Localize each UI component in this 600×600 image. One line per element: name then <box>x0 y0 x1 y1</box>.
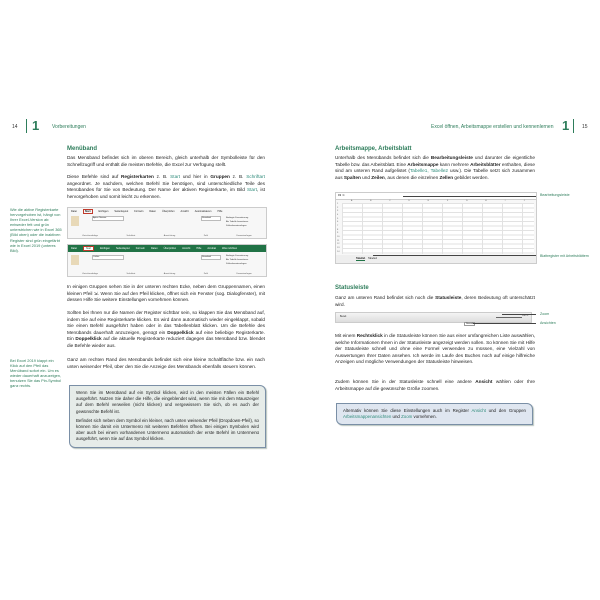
ribbon-tab[interactable]: Datei <box>71 209 77 213</box>
bold-term: Registerkarten <box>121 174 154 179</box>
style-item: Zellenformatvorlagen <box>226 225 247 227</box>
text: auf die aktuelle Registerkarte reduziert dagegen das Menüband bzw. blendet die Befehle wieder aus. <box>67 336 265 348</box>
sheet-tab[interactable]: Tabelle2 <box>368 257 377 260</box>
ribbon-tab[interactable]: Hilfe <box>196 247 202 250</box>
text: und <box>391 414 402 420</box>
text: z. B. <box>153 174 171 179</box>
row-header[interactable]: 4 <box>337 213 339 216</box>
column-header[interactable]: H <box>485 200 487 202</box>
tip-box <box>336 403 533 425</box>
worksheet-screenshot <box>335 192 537 264</box>
number-format-field: Standard <box>201 216 221 221</box>
page-number-right: 15 <box>582 124 588 130</box>
paragraph <box>67 155 265 168</box>
text: Sollten bei Ihnen nur die Namen der Register sichtbar sein, so klappen Sie das Menüband auf, indem Sie auf eine Registerkarte klicken. Es wird dann automatisch wieder eingeklappt, sobald Sie einen Befehl ausgeführt haben oder in das Tabellenblatt klicken. Um die Befehle des Menübands dauerhaft anzuzeigen, genügt ein <box>67 310 265 335</box>
ribbon-group-label: Zwischenablage <box>82 273 99 275</box>
row-header[interactable]: 14 <box>337 250 340 253</box>
column-header[interactable]: B <box>370 200 372 202</box>
text: Befindet sich neben dem Symbol ein kleiner, nach unten weisender Pfeil (Dropdown-Pfeil), so können Sie damit ein Untermenü mit weiteren Befehlen öffnen. Bei einigen Symbolen wird aber auch bei einem vorhandenen Untermenü automatisch der erste Befehl im Untermenü ausgeführt, wenn Sie auf das Symbol klicken. <box>76 417 259 442</box>
callout-line <box>473 323 536 324</box>
text: Diese Befehle sind auf <box>67 174 122 179</box>
row-header[interactable]: 1 <box>337 203 339 205</box>
text: und den Gruppen <box>485 408 526 413</box>
heading-menueband: Menüband <box>67 146 97 152</box>
callout-line <box>403 196 536 197</box>
tip-text <box>76 390 259 415</box>
ribbon-tab[interactable]: Überprüfen <box>163 247 177 250</box>
text: in die Statusleiste können Sie aus einer umfangreichen Liste auswählen, welche Informationen Ihnen in der Statusleiste angezeigt werden sollen. So können Sie mit Hilfe der Statusleiste schnell und ohne eine Formel verwenden zu müssen, eine Vielzahl von Auswertungen Ihrer Daten ansehen. Ich werde im Laufe des Buches noch auf einige hilfreiche Anzeigen und mögliche Verwendungen der Statusleiste hinweisen. <box>335 333 535 365</box>
bold-term: Zeilen <box>371 174 385 180</box>
paragraph <box>67 310 265 350</box>
ribbon-tab[interactable]: Seitenlayout <box>116 247 130 250</box>
styles-list <box>226 254 248 266</box>
divider <box>26 119 27 133</box>
side-note: Wie die aktive Registerkarte hervorgehoben ist, hängt von Ihrer Excel-Version ab: entweder fett und grün unterstrichen wie in Excel 365 (Bild oben) oder die inaktiven Register sind grün eingefärbt wie in Excel 2019 (unteres Bild). <box>10 207 62 253</box>
ribbon-tabs <box>68 208 266 214</box>
ribbon-tab[interactable]: Formeln <box>134 209 144 213</box>
ribbon-tab[interactable]: Was möchten <box>221 247 238 250</box>
ribbon-tab[interactable]: Start <box>83 246 94 251</box>
text: und <box>360 174 372 180</box>
paste-icon <box>71 216 79 226</box>
tip-box <box>69 385 266 448</box>
row-header[interactable]: 11 <box>337 239 340 242</box>
text: Ganz am rechten Rand des Menübands befindet sich eine kleine Schaltfläche bzw. ein nach unten weisender Pfeil, über den Sie die Anzeige des Menübands ebenfalls steuern können. <box>67 357 265 369</box>
ribbon-tabs <box>68 245 266 252</box>
paragraph <box>335 379 535 392</box>
text: Mit einem <box>335 333 357 338</box>
ui-term: Ansicht <box>471 408 486 413</box>
bold-term: Doppelklick <box>75 336 102 342</box>
column-header[interactable]: G <box>465 200 468 202</box>
text: angeordnet. Je nachdem, welchen Befehl Sie benötigen, sind unterschiedliche Teile des Menübandes für Sie von Bedeutung. Der Name der aktiven Registerkarte, im Bild <box>67 180 265 193</box>
status-text: Bereit <box>340 315 347 318</box>
callout-line <box>502 314 536 315</box>
ribbon-tab[interactable]: Datei <box>71 247 77 250</box>
row-header[interactable]: 9 <box>337 232 339 235</box>
ribbon-group-label: Formatvorlagen <box>236 235 252 237</box>
ui-term: Arbeitsmappenansichten <box>343 414 392 420</box>
heading-arbeitsmappe: Arbeitsmappe, Arbeitsblatt <box>335 146 412 152</box>
paste-icon <box>71 255 79 265</box>
sheet-tab[interactable]: Tabelle1 <box>356 257 366 260</box>
ribbon-screenshot-365 <box>67 207 267 239</box>
text: gebildet werden. <box>453 174 489 180</box>
bold-term: Arbeitsblätter <box>470 161 501 167</box>
column-header[interactable]: E <box>427 200 430 202</box>
chapter-number-right: 1 <box>562 118 570 133</box>
text: und darunter die eigentliche Tabelle bzw. das Arbeitsblatt. Eine <box>335 155 535 167</box>
text: Das Menüband befindet sich im oberen Bereich, gleich unterhalb der Symbolleiste für den Schnellzugriff und enthält die meisten Befehle, die Excel zur Verfügung stellt. <box>67 155 265 167</box>
style-item: Zellenformatvorlagen <box>226 263 247 265</box>
tip-text <box>343 408 526 420</box>
text: wählen oder Ihre Arbeitsmappe auf die gewünschte Größe zoomen. <box>335 379 535 391</box>
callout-views: Ansichten <box>540 321 556 325</box>
text: vornehmen. <box>412 414 437 420</box>
text: kann mehrere <box>438 161 471 167</box>
ribbon-tab[interactable]: Überprüfen <box>162 209 175 213</box>
column-header[interactable]: D <box>408 200 410 202</box>
bold-term: Rechtsklick <box>356 333 383 338</box>
callout-line <box>373 255 536 256</box>
text: , ist hervorgehoben und somit leicht zu erkennen. <box>67 187 266 199</box>
ribbon-groups <box>68 273 266 275</box>
text: auf eine beliebige Registerkarte. Ein <box>67 329 265 342</box>
row-header[interactable]: 2 <box>337 206 339 209</box>
paragraph <box>335 295 535 308</box>
bold-term: Gruppen <box>210 174 230 179</box>
callout-sheet-tabs: Blattregister mit Arbeitsblättern <box>540 254 589 258</box>
column-header[interactable]: I <box>504 200 506 202</box>
text: z. B. <box>229 174 247 179</box>
ribbon-tab[interactable]: Acrobat <box>207 247 216 250</box>
row-header[interactable]: 6 <box>337 221 339 224</box>
paragraph <box>67 284 265 304</box>
bold-term: Statusleiste <box>435 295 462 300</box>
ribbon-tab[interactable]: Automatisieren <box>194 209 212 213</box>
text: usw.). Die Tabelle setzt sich zusammen aus <box>335 168 535 180</box>
running-head-right: Excel öffnen, Arbeitsmappe erstellen und kennenlernen <box>431 124 554 130</box>
row-header[interactable]: 3 <box>337 210 339 213</box>
bold-term: Bearbeitungsleiste <box>430 155 473 160</box>
text: Wenn Sie im Menüband auf ein Symbol klicken, wird in den meisten Fällen ein Befehl ausgeführt. Nutzen Sie daher die Hilfe, die eingeblendet wird, wenn Sie mit dem Mauszeiger auf dem Befehl verweilen (nicht klicken) und vergewissern Sie sich, ob es auch der gewünschte Befehl ist. <box>76 390 259 414</box>
text: , deren Bedeutung oft unterschätzt wird. <box>335 295 535 307</box>
row-header[interactable]: 8 <box>337 228 339 231</box>
ribbon-group-label: Ausrichtung <box>163 273 176 275</box>
ribbon-group-label: Schriftart <box>126 273 136 275</box>
paragraph <box>335 155 535 181</box>
bold-term: Zellen <box>439 174 454 180</box>
cell-grid <box>342 203 534 254</box>
row-headers <box>337 203 339 254</box>
bold-term: Ansicht <box>475 379 493 384</box>
bold-term: Spalten <box>343 174 361 180</box>
ribbon-group-label: Zwischenablage <box>82 235 99 237</box>
tooltip: Normal <box>466 323 474 325</box>
font-name-field: Aptos Narrow <box>92 216 124 221</box>
row-header[interactable]: 5 <box>337 217 339 220</box>
paragraph <box>335 333 535 366</box>
paragraph <box>67 357 265 370</box>
ribbon-tab[interactable]: Hilfe <box>217 209 223 213</box>
ribbon-tab[interactable]: Ansicht <box>182 247 191 250</box>
ribbon-tab[interactable]: Einfügen <box>100 247 110 250</box>
ribbon-group-label: Schriftart <box>126 235 136 237</box>
ribbon-group-label: Formatvorlagen <box>236 273 252 275</box>
style-item: Als Tabelle formatieren <box>226 221 249 223</box>
ui-term: Start <box>170 174 181 179</box>
row-header[interactable]: 13 <box>337 246 340 249</box>
column-header[interactable]: J <box>523 200 525 202</box>
text: , aus denen die einzelnen <box>384 174 440 180</box>
bold-term: Doppelklick <box>167 329 194 335</box>
ui-term: Schriftart <box>246 174 265 179</box>
ribbon-group-label: Zahl <box>203 235 208 237</box>
sheet-tabs <box>336 255 536 263</box>
text: enthalten, diese sind am unteren Rand aufgelistet ( <box>335 161 536 174</box>
column-header[interactable]: C <box>389 200 391 202</box>
column-header[interactable]: F <box>446 200 449 202</box>
column-header[interactable]: A <box>350 200 353 202</box>
paragraph <box>67 174 265 200</box>
text: und hier in <box>180 174 211 179</box>
callout-formula-bar: Bearbeitungsleiste <box>540 193 570 197</box>
bold-term: Arbeitsmappe <box>407 161 439 167</box>
tip-text <box>76 418 259 443</box>
ribbon-screenshot-2019 <box>67 244 267 277</box>
zoom-value: 100 % <box>522 315 529 317</box>
running-head-left: Vorbereitungen <box>52 124 86 130</box>
side-note: Bei Excel 2019 klappt ein Klick auf den Pfeil das Menüband sofort ein. Um es wieder dauerhaft anzuzeigen, benutzen Sie das Pin-Symbol ganz rechts. <box>10 358 62 389</box>
ui-term: Start <box>246 187 257 193</box>
ribbon-group-label: Ausrichtung <box>163 235 176 237</box>
ribbon-group-label: Zahl <box>203 273 208 275</box>
text: Alternativ können Sie diese Einstellungen auch im Register <box>343 408 472 413</box>
callout-zoom: Zoom <box>540 312 550 316</box>
row-header[interactable]: 10 <box>337 235 340 238</box>
ribbon-tab[interactable]: Seitenlayout <box>114 209 129 213</box>
text: Zudem können Sie in der Statusleiste schnell eine andere <box>335 379 476 384</box>
formula-bar: D9 fx <box>336 193 536 200</box>
text: In einigen Gruppen sehen Sie in der unteren rechten Ecke, neben dem Gruppennamen, einen kleinen Pfeil ⇲. Wenn Sie auf den Pfeil klicken, öffnet sich ein Fenster (sog. Dialogfenster), mit dessen Hilfe Sie weitere Einstellungen vornehmen können. <box>67 284 265 303</box>
name-box: D9 <box>338 194 342 197</box>
chapter-number-left: 1 <box>32 118 40 133</box>
style-item: Als Tabelle formatieren <box>226 259 249 261</box>
heading-statusleiste: Statusleiste <box>335 285 369 291</box>
ui-term: Zoom <box>401 414 413 420</box>
ribbon-tab[interactable]: Start <box>84 209 91 213</box>
divider <box>573 119 574 133</box>
ribbon-groups <box>68 235 266 237</box>
styles-list <box>226 216 248 228</box>
text: Ganz am unteren Rand befindet sich noch die <box>335 295 436 300</box>
style-item: Bedingte Formatierung <box>226 217 249 219</box>
zoom-slider[interactable] <box>496 317 522 318</box>
font-name-field: Calibri <box>92 255 124 260</box>
style-item: Bedingte Formatierung <box>226 255 249 257</box>
ribbon-tab[interactable]: Ansicht <box>180 209 189 213</box>
page-number-left: 14 <box>12 124 18 130</box>
row-header[interactable]: 12 <box>337 243 340 246</box>
text: Unterhalb des Menübands befindet sich die <box>335 155 431 160</box>
ribbon-tab[interactable]: Daten <box>149 209 157 213</box>
ui-term: Tabelle1, Tabelle2 <box>409 168 449 174</box>
ribbon-tab[interactable]: Formeln <box>135 247 145 250</box>
ribbon-tab[interactable]: Einfügen <box>98 209 109 213</box>
row-header[interactable]: 7 <box>337 224 339 227</box>
ribbon-tab[interactable]: Daten <box>150 247 158 250</box>
number-format-field: Standard <box>201 255 221 260</box>
